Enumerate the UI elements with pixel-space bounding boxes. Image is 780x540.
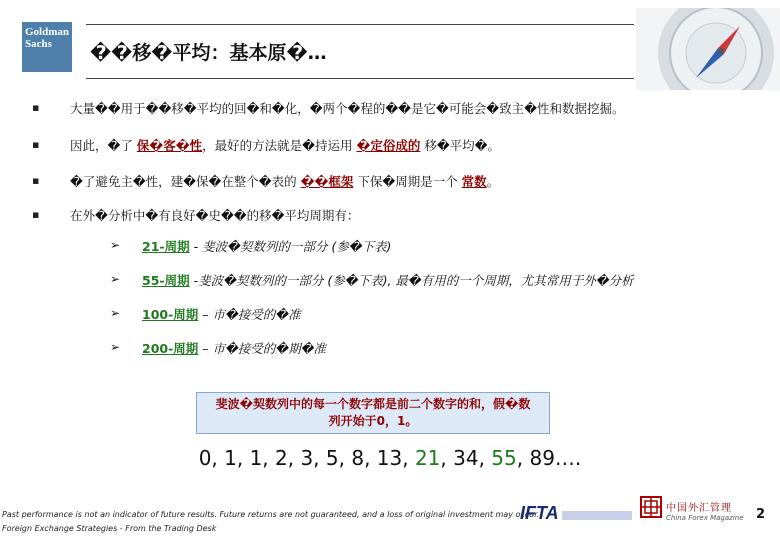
- period-desc: -斐波�契数列的一部分 (参�下表), 最�有用的一个周期，尤其常用于外�分析: [189, 273, 634, 288]
- slide-title: ��移�平均：基本原�…: [90, 42, 327, 64]
- bullet-4-seg: 在外�分析中�有良好�史��的移�平均周期有：: [70, 208, 360, 223]
- arrow-marker: ➢: [110, 238, 121, 252]
- bullet-2-emphasis: �定俗成的: [356, 138, 421, 153]
- sub-item-21: [142, 237, 391, 255]
- sub-item-100: [142, 305, 301, 323]
- sequence-part: , 89….: [516, 446, 582, 470]
- sequence-part: 0, 1, 1, 2, 3, 5, 8, 13,: [198, 446, 415, 470]
- arrow-marker: ➢: [110, 272, 121, 286]
- disclaimer-text: Past performance is not an indicator of future results. Future returns are not guaranteed, and a loss of original investment may occur.: [2, 510, 540, 519]
- bullet-marker: ▪: [32, 208, 40, 221]
- bullet-text-2: [70, 136, 500, 154]
- bullet-3-emphasis: ��框架: [300, 174, 354, 189]
- bullet-marker: ▪: [32, 138, 40, 151]
- bullet-3-seg: 。: [486, 174, 500, 189]
- logo-line2: Sachs: [25, 38, 52, 50]
- title-rule-bottom: [86, 78, 634, 79]
- bullet-text-3: [70, 172, 499, 190]
- period-desc: – 市�接受的�期�准: [198, 341, 326, 356]
- bullet-3-emphasis: 常数: [461, 174, 487, 189]
- period-label: 21-周期: [142, 239, 190, 254]
- fibonacci-note-box: [196, 392, 550, 434]
- bullet-1-seg: 大量��用于��移�平均的回�和�化，�两个�程的��是它�可能会�致主�性和数据挖掘。: [70, 101, 625, 116]
- bullet-text-1: [70, 99, 624, 117]
- sequence-highlight: 21: [414, 446, 441, 470]
- sub-item-55: [142, 271, 634, 289]
- arrow-marker: ➢: [110, 306, 121, 320]
- bullet-3-seg: �了避免主�性，建�保�在整个�表的: [70, 174, 301, 189]
- fibonacci-sequence: [0, 446, 780, 470]
- source-text: Foreign Exchange Strategies - From the Trading Desk: [2, 524, 217, 533]
- period-desc: – 市�接受的�准: [198, 307, 301, 322]
- sequence-highlight: 55: [491, 446, 517, 470]
- china-forex-magazine-en: China Forex Magazine: [666, 514, 744, 522]
- bullet-text-4: [70, 206, 359, 224]
- ifta-logo: IFTA: [520, 503, 559, 523]
- bullet-2-seg: 因此，�了: [70, 138, 137, 153]
- bullet-marker: ▪: [32, 101, 40, 114]
- ifta-logo-band: [562, 511, 632, 520]
- period-desc: - 斐波�契数列的一部分 (参�下表): [189, 239, 392, 254]
- bullet-2-seg: 移�平均�。: [420, 138, 500, 153]
- arrow-marker: ➢: [110, 340, 121, 354]
- china-forex-magazine-name: 中国外汇管理: [666, 503, 732, 514]
- fibonacci-note-line2: 列开始于0，1。: [328, 414, 418, 428]
- bullet-2-emphasis: 保�客�性: [136, 138, 203, 153]
- title-rule-top: [86, 24, 634, 25]
- period-label: 200-周期: [142, 341, 199, 356]
- fibonacci-note-line1: 斐波�契数列中的每一个数字都是前二个数字的和，假�数: [215, 397, 531, 411]
- logo-line1: Goldman: [25, 26, 70, 38]
- bullet-2-seg: ，最好的方法就是�持运用: [202, 138, 357, 153]
- goldman-sachs-logo: [22, 22, 72, 72]
- compass-image: [636, 8, 780, 90]
- bullet-3-seg: 下保�周期是一个: [353, 174, 462, 189]
- bullet-marker: ▪: [32, 174, 40, 187]
- page-number: 2: [756, 507, 766, 522]
- sequence-part: , 34,: [440, 446, 492, 470]
- period-label: 100-周期: [142, 307, 199, 322]
- period-label: 55-周期: [142, 273, 190, 288]
- china-forex-magazine-seal: [640, 496, 662, 518]
- sub-item-200: [142, 339, 326, 357]
